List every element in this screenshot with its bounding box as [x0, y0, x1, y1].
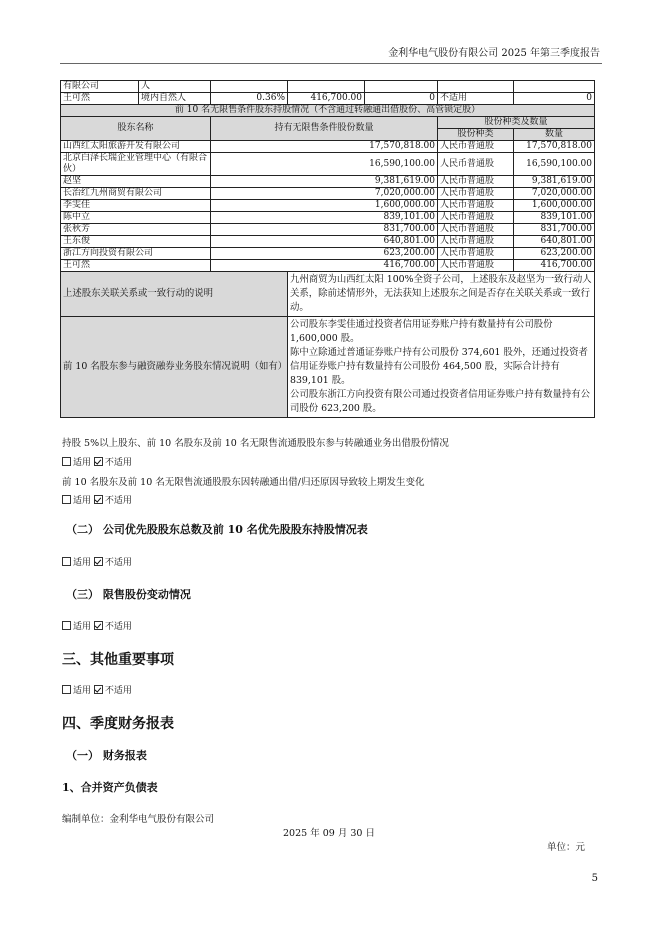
margin-line: 公司股东李雯佳通过投资者信用证券账户持有数量持有公司股份 1,600,000 股。	[290, 319, 553, 344]
margin-label: 前 10 名股东参与融资融券业务股东情况说明（如有）	[61, 317, 288, 418]
checked-box-icon[interactable]	[94, 621, 103, 630]
cell: 人民币普通股	[438, 260, 514, 272]
cell: 山西红太阳旅游开发有限公司	[61, 141, 211, 153]
cell: 623,200.00	[514, 248, 595, 260]
margin-text	[288, 317, 595, 418]
cell: 7,020,000.00	[514, 188, 595, 200]
table-row	[61, 224, 595, 236]
margin-line: 陈中立除通过普通证券账户持有公司股份 374,601 股外，还通过投资者信用证券账户持有数量持有公司股份 464,500 股，实际合计持有 839,101 股。	[290, 347, 588, 386]
cell: 赵坚	[61, 176, 211, 188]
table-row	[61, 212, 595, 224]
cell: 北京白泽长瑞企业管理中心（有限合伙）	[61, 153, 211, 176]
table-row	[61, 93, 595, 105]
cell: 人	[139, 81, 211, 93]
not-applicable-label: 不适用	[104, 496, 132, 506]
cell: 9,381,619.00	[211, 176, 438, 188]
cell: 张秋芳	[61, 224, 211, 236]
change-note: 前 10 名股东及前 10 名无限售流通股股东因转融通出借/归还原因导致较上期发生变化	[62, 477, 425, 488]
cell: 17,570,818.00	[514, 141, 595, 153]
cell: 0.36%	[211, 93, 288, 105]
section-title-row: 前 10 名无限售条件股东持股情况（不含通过转融通出借股份、高管锁定股）	[61, 105, 595, 117]
table-row	[61, 176, 595, 188]
cell: 7,020,000.00	[211, 188, 438, 200]
restricted-title: （三） 限售股份变动情况	[66, 588, 191, 601]
cell: 640,801.00	[211, 236, 438, 248]
cell: 李雯佳	[61, 200, 211, 212]
cell: 839,101.00	[211, 212, 438, 224]
checkbox-row	[62, 683, 132, 696]
table-row	[61, 236, 595, 248]
checkbox-row	[62, 555, 132, 568]
cell: 境内自然人	[139, 93, 211, 105]
checked-box-icon[interactable]	[94, 457, 103, 466]
checked-box-icon[interactable]	[94, 685, 103, 694]
lending-note: 持股 5%以上股东、前 10 名股东及前 10 名无限售流通股股东参与转融通业务出借股份情况	[62, 438, 449, 449]
cell: 0	[514, 93, 595, 105]
header-rule	[60, 63, 602, 64]
unchecked-box-icon[interactable]	[62, 557, 71, 566]
cell: 王可然	[61, 260, 211, 272]
checkbox-row	[62, 493, 132, 506]
not-applicable-label: 不适用	[104, 622, 132, 632]
related-label: 上述股东关联关系或一致行动的说明	[61, 272, 288, 317]
cell: 人民币普通股	[438, 236, 514, 248]
cell: 16,590,100.00	[514, 153, 595, 176]
balance-sheet-title: 1、合并资产负债表	[62, 781, 158, 794]
cell: 1,600,000.00	[211, 200, 438, 212]
table-row	[61, 153, 595, 176]
cell: 长治红九州商贸有限公司	[61, 188, 211, 200]
checked-box-icon[interactable]	[94, 557, 103, 566]
cell: 0	[365, 93, 438, 105]
cell: 416,700.00	[514, 260, 595, 272]
cell: 不适用	[438, 93, 514, 105]
not-applicable-label: 不适用	[104, 686, 132, 696]
unchecked-box-icon[interactable]	[62, 685, 71, 694]
preparer: 编制单位：金利华电气股份有限公司	[62, 814, 215, 825]
applicable-label: 适用	[73, 458, 92, 468]
cell: 839,101.00	[514, 212, 595, 224]
col-header-name: 股东名称	[61, 117, 211, 141]
cell	[514, 81, 595, 93]
cell: 有限公司	[61, 81, 139, 93]
col-header-kind: 股份种类及数量	[438, 117, 595, 129]
table-row	[61, 260, 595, 272]
cell: 王东俊	[61, 236, 211, 248]
cell: 831,700.00	[514, 224, 595, 236]
margin-line: 公司股东浙江方向投资有限公司通过投资者信用证券账户持有数量持有公司股份 623,200 股。	[290, 389, 591, 414]
cell: 人民币普通股	[438, 188, 514, 200]
cell: 陈中立	[61, 212, 211, 224]
cell: 416,700.00	[211, 260, 438, 272]
checkbox-row	[62, 455, 132, 468]
cell: 人民币普通股	[438, 212, 514, 224]
page-number: 5	[591, 873, 598, 884]
table-row	[61, 81, 595, 93]
cell: 640,801.00	[514, 236, 595, 248]
cell	[288, 81, 365, 93]
cell	[365, 81, 438, 93]
cell: 人民币普通股	[438, 176, 514, 188]
cell: 831,700.00	[211, 224, 438, 236]
report-header: 金利华电气股份有限公司 2025 年第三季度报告	[388, 48, 600, 59]
cell: 9,381,619.00	[514, 176, 595, 188]
cell	[211, 81, 288, 93]
table-row	[61, 200, 595, 212]
cell: 17,570,818.00	[211, 141, 438, 153]
col-header-kind-qty: 数量	[514, 129, 595, 141]
cell: 416,700.00	[288, 93, 365, 105]
applicable-label: 适用	[73, 558, 92, 568]
unchecked-box-icon[interactable]	[62, 457, 71, 466]
table-row	[61, 141, 595, 153]
cell: 人民币普通股	[438, 200, 514, 212]
checkbox-row	[62, 619, 132, 632]
unit-label: 单位：元	[547, 842, 586, 853]
table-row	[61, 248, 595, 260]
cell: 王可然	[61, 93, 139, 105]
col-header-kind-type: 股份种类	[438, 129, 514, 141]
cell: 1,600,000.00	[514, 200, 595, 212]
cell	[438, 81, 514, 93]
table-row	[61, 188, 595, 200]
fin-sub-title: （一） 财务报表	[66, 749, 147, 762]
not-applicable-label: 不适用	[104, 558, 132, 568]
unchecked-box-icon[interactable]	[62, 495, 71, 504]
shareholder-table	[60, 80, 595, 418]
applicable-label: 适用	[73, 686, 92, 696]
cell: 16,590,100.00	[211, 153, 438, 176]
cell: 人民币普通股	[438, 153, 514, 176]
unchecked-box-icon[interactable]	[62, 621, 71, 630]
cell: 人民币普通股	[438, 224, 514, 236]
related-text: 九州商贸为山西红太阳 100%全资子公司，上述股东及赵坚为一致行动人关系，除前述情形外，无法获知上述股东之间是否存在关联关系或一致行动。	[288, 272, 595, 317]
applicable-label: 适用	[73, 496, 92, 506]
fin-statements-title: 四、季度财务报表	[62, 716, 174, 732]
other-matters-title: 三、其他重要事项	[62, 652, 174, 668]
col-header-qty: 持有无限售条件股份数量	[211, 117, 438, 141]
cell: 浙江方向投资有限公司	[61, 248, 211, 260]
cell: 人民币普通股	[438, 248, 514, 260]
checked-box-icon[interactable]	[94, 495, 103, 504]
not-applicable-label: 不适用	[104, 458, 132, 468]
preferred-title: （二） 公司优先股股东总数及前 10 名优先股股东持股情况表	[66, 523, 368, 536]
report-date: 2025 年 09 月 30 日	[283, 828, 375, 839]
cell: 623,200.00	[211, 248, 438, 260]
applicable-label: 适用	[73, 622, 92, 632]
cell: 人民币普通股	[438, 141, 514, 153]
